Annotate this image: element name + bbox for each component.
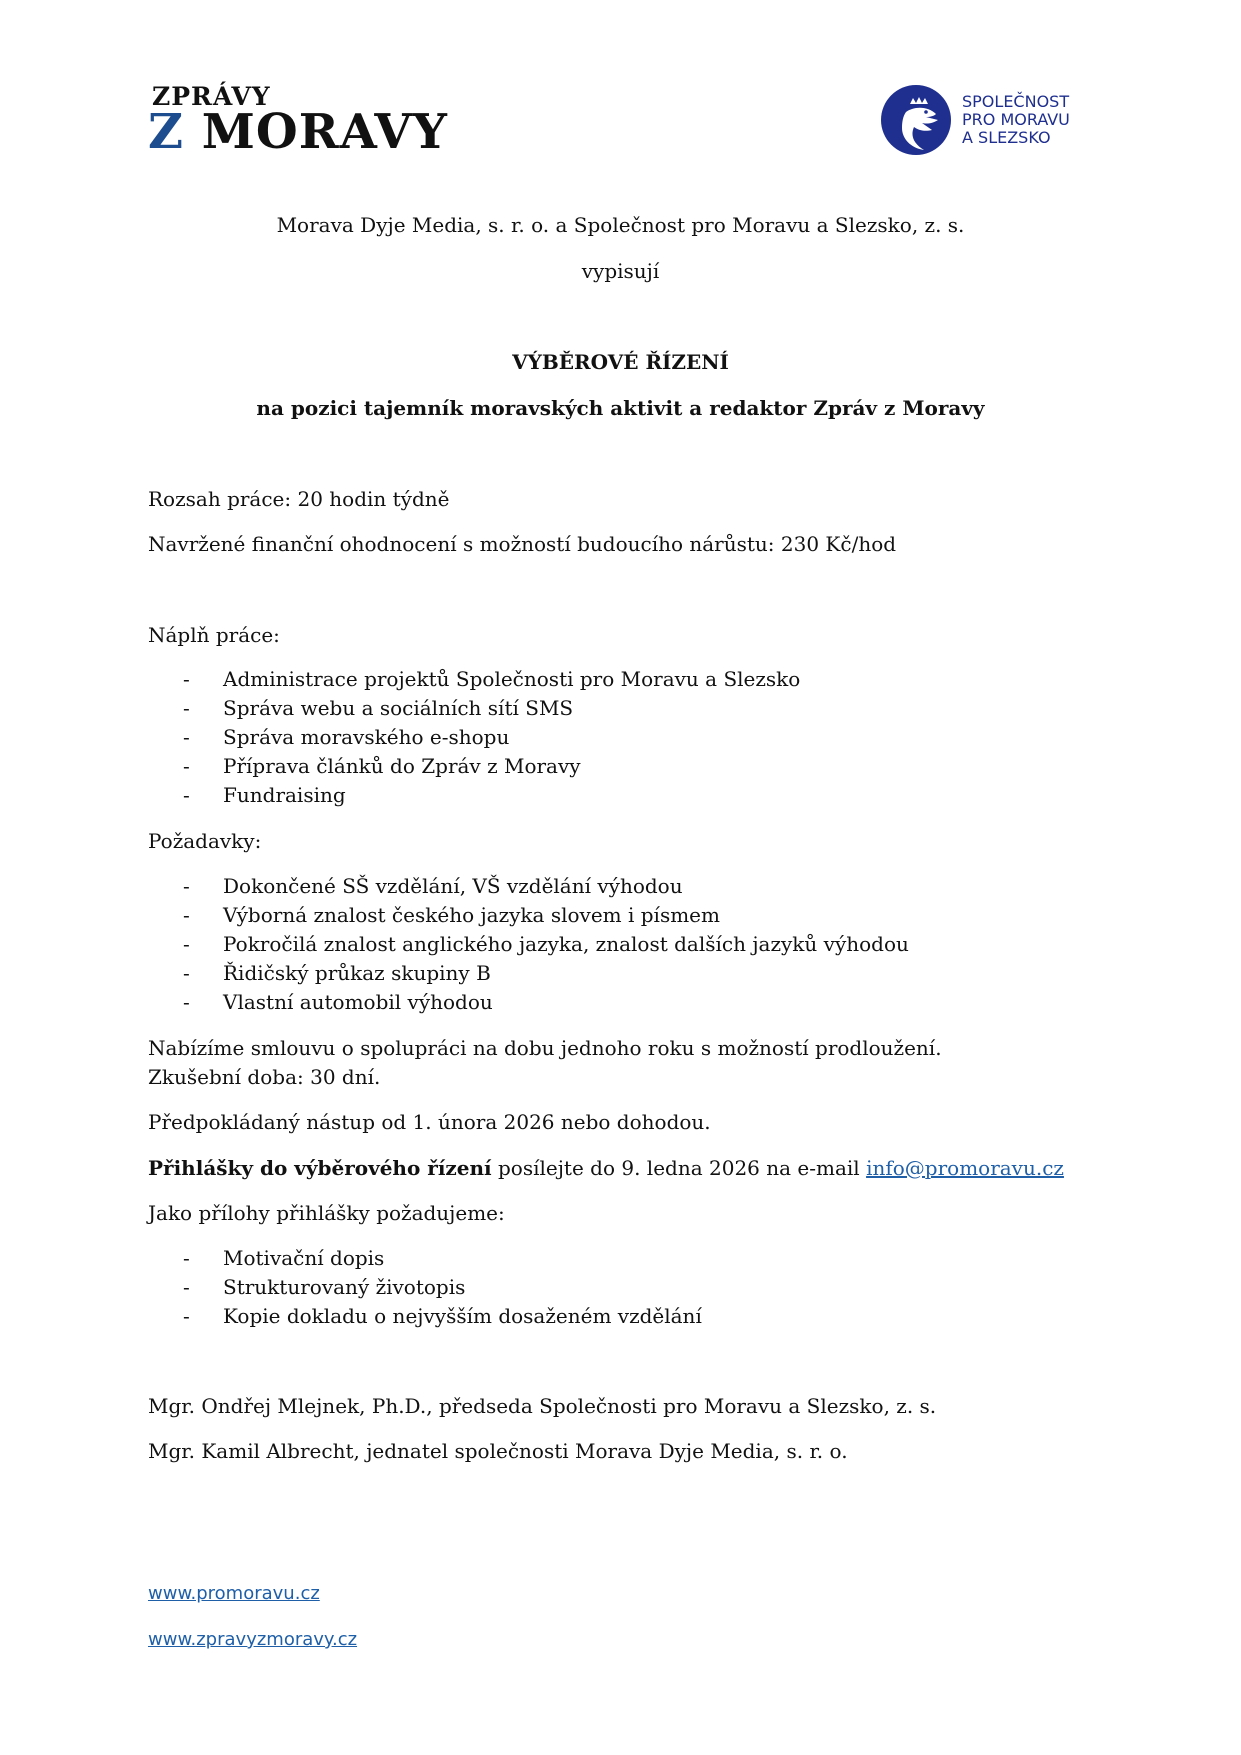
requirements-heading: Požadavky: — [148, 829, 262, 853]
bullet-dash: - — [183, 1246, 190, 1270]
start-date: Předpokládaný nástup od 1. února 2026 nebo dohodou. — [148, 1110, 711, 1134]
list-item-text: Řidičský průkaz skupiny B — [223, 961, 491, 985]
list-item-text: Fundraising — [223, 783, 346, 807]
attachments-heading: Jako přílohy přihlášky požadujeme: — [148, 1201, 505, 1225]
list-item-text: Pokročilá znalost anglického jazyka, znalost dalších jazyků výhodou — [223, 932, 909, 956]
list-item-text: Příprava článků do Zpráv z Moravy — [223, 754, 581, 778]
bullet-dash: - — [183, 1304, 190, 1328]
application-bold: Přihlášky do výběrového řízení — [148, 1156, 492, 1180]
list-item-text: Dokončené SŠ vzdělání, VŠ vzdělání výhodou — [223, 874, 683, 898]
application-text: posílejte do 9. ledna 2026 na e-mail — [491, 1156, 867, 1180]
announce-verb: vypisují — [581, 259, 660, 283]
list-item-text: Vlastní automobil výhodou — [223, 990, 493, 1014]
zpravy-logo-moravy: MORAVY — [201, 104, 448, 160]
duties-heading: Náplň práce: — [148, 623, 280, 647]
bullet-dash: - — [183, 990, 190, 1014]
list-item-text: Administrace projektů Společnosti pro Moravu a Slezsko — [223, 667, 801, 691]
bullet-dash: - — [183, 783, 190, 807]
bullet-dash: - — [183, 932, 190, 956]
logo-right-line-1: SPOLEČNOST — [962, 92, 1070, 111]
logo-right-line-2: PRO MORAVU — [962, 110, 1070, 129]
bullet-dash: - — [183, 754, 190, 778]
bullet-dash: - — [183, 725, 190, 749]
probation-period: Zkušební doba: 30 dní. — [148, 1065, 381, 1089]
spolecnost-logo-text — [962, 93, 1070, 147]
zpravy-logo-line1: ZPRÁVY — [152, 82, 271, 111]
list-item-text: Správa webu a sociálních sítí SMS — [223, 696, 574, 720]
bullet-dash: - — [183, 667, 190, 691]
signature-executive: Mgr. Kamil Albrecht, jednatel společnosti Morava Dyje Media, s. r. o. — [148, 1439, 848, 1463]
logo-right-line-3: A SLEZSKO — [962, 128, 1051, 147]
bullet-dash: - — [183, 961, 190, 985]
contract-offer: Nabízíme smlouvu o spolupráci na dobu jednoho roku s možností prodloužení. — [148, 1036, 942, 1060]
list-item-text: Správa moravského e-shopu — [223, 725, 510, 749]
application-instructions — [148, 1155, 1064, 1181]
zpravy-logo-z: Z — [148, 104, 185, 160]
bullet-dash: - — [183, 1275, 190, 1299]
bullet-dash: - — [183, 903, 190, 927]
signature-chairman: Mgr. Ondřej Mlejnek, Ph.D., předseda Společnosti pro Moravu a Slezsko, z. s. — [148, 1394, 937, 1418]
bullet-dash: - — [183, 874, 190, 898]
organizers-line: Morava Dyje Media, s. r. o. a Společnost pro Moravu a Slezsko, z. s. — [276, 213, 965, 237]
list-item-text: Strukturovaný životopis — [223, 1275, 466, 1299]
zpravy-logo-line2 — [148, 104, 448, 160]
email-link[interactable]: info@promoravu.cz — [866, 1156, 1064, 1180]
list-item-text: Kopie dokladu o nejvyšším dosaženém vzdělání — [223, 1304, 702, 1328]
salary: Navržené finanční ohodnocení s možností budoucího nárůstu: 230 Kč/hod — [148, 532, 897, 556]
footer-link-zpravyzmoravy[interactable]: www.zpravyzmoravy.cz — [148, 1629, 358, 1650]
eagle-emblem-icon — [880, 84, 954, 156]
work-scope: Rozsah práce: 20 hodin týdně — [148, 487, 450, 511]
page-subtitle: na pozici tajemník moravských aktivit a redaktor Zpráv z Moravy — [256, 396, 985, 420]
bullet-dash: - — [183, 696, 190, 720]
list-item-text: Výborná znalost českého jazyka slovem i písmem — [223, 903, 720, 927]
list-item-text: Motivační dopis — [223, 1246, 385, 1270]
page-title: VÝBĚROVÉ ŘÍZENÍ — [512, 350, 729, 374]
footer-link-promoravu[interactable]: www.promoravu.cz — [148, 1583, 320, 1604]
